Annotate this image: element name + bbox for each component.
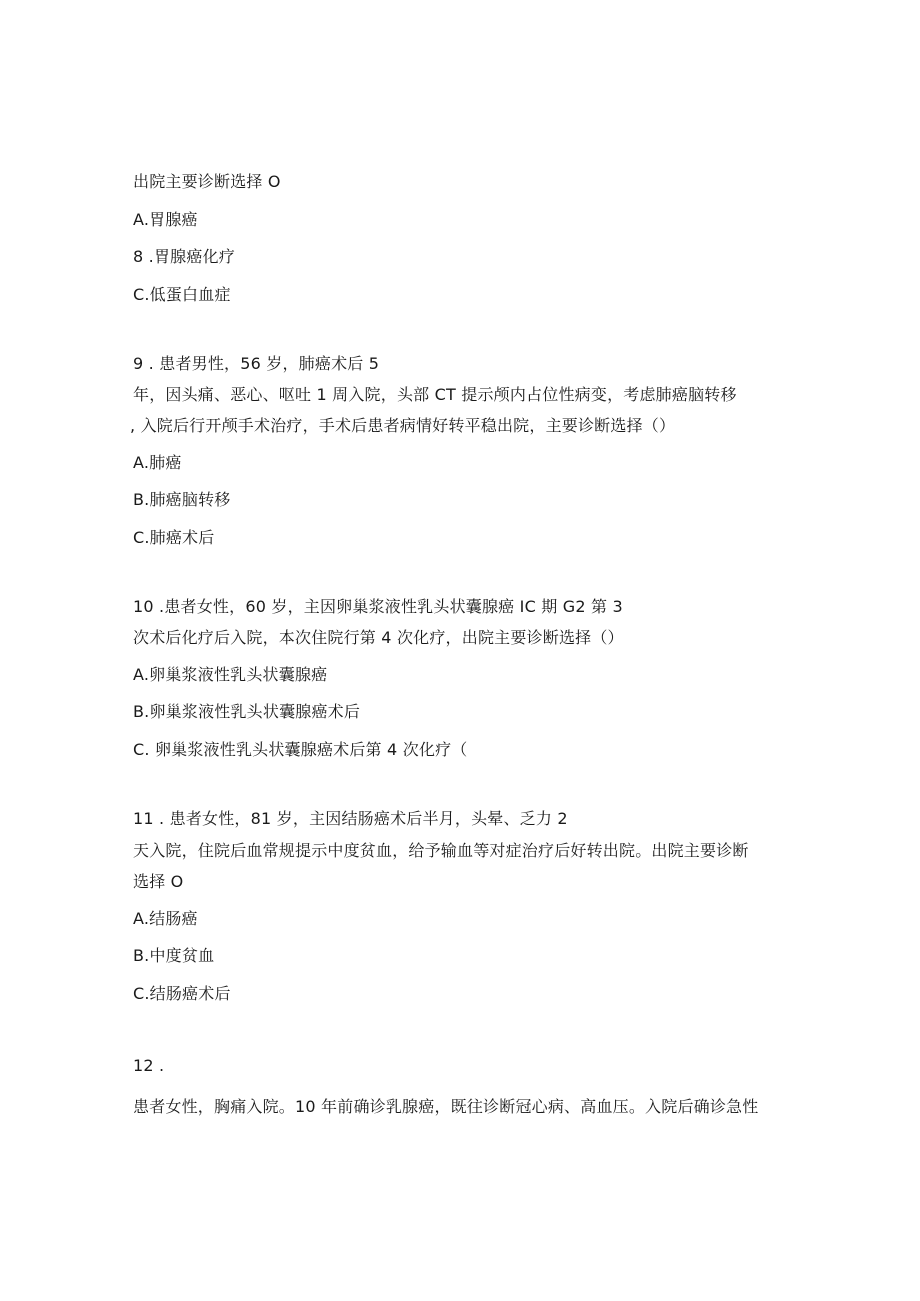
q11-option-b: B.中度贫血	[133, 946, 215, 965]
q10-option-a: A.卵巢浆液性乳头状囊腺癌	[133, 665, 328, 684]
q11-option-a: A.结肠癌	[133, 909, 198, 928]
q11-option-c: C.结肠癌术后	[133, 984, 231, 1003]
q7-option-c: C.低蛋白血症	[133, 285, 231, 304]
q7-stem-tail: 出院主要诊断选择 O	[133, 172, 281, 191]
q9-stem-line-2: 年，因头痛、恶心、呕吐 1 周入院，头部 CT 提示颅内占位性病变，考虑肺癌脑转移	[133, 385, 737, 404]
q9-stem-line-1: 9 . 患者男性，56 岁，肺癌术后 5	[133, 354, 380, 373]
q7-option-b: 8 .胃腺癌化疗	[133, 247, 235, 266]
q9-option-a: A.肺癌	[133, 453, 182, 472]
q10-stem-line-2: 次术后化疗后入院，本次住院行第 4 次化疗，出院主要诊断选择（）	[133, 628, 624, 647]
q10-stem-line-1: 10 .患者女性，60 岁，主因卵巢浆液性乳头状囊腺癌 IC 期 G2 第 3	[133, 597, 623, 616]
q7-option-a: A.胃腺癌	[133, 210, 198, 229]
q10-option-b: B.卵巢浆液性乳头状囊腺癌术后	[133, 702, 361, 721]
q11-stem-line-3: 选择 O	[133, 872, 184, 891]
q9-option-b: B.肺癌脑转移	[133, 490, 231, 509]
q11-stem-line-2: 天入院，住院后血常规提示中度贫血，给予输血等对症治疗后好转出院。出院主要诊断	[133, 841, 749, 860]
q11-stem-line-1: 11 . 患者女性，81 岁，主因结肠癌术后半月，头晕、乏力 2	[133, 809, 568, 828]
q9-stem-line-3: , 入院后行开颅手术治疗，手术后患者病情好转平稳出院，主要诊断选择（）	[130, 416, 676, 435]
q12-stem-line-1: 患者女性，胸痛入院。10 年前确诊乳腺癌，既往诊断冠心病、高血压。入院后确诊急性	[133, 1097, 759, 1116]
q9-option-c: C.肺癌术后	[133, 528, 215, 547]
q12-number: 12 .	[133, 1056, 165, 1075]
q10-option-c: C. 卵巢浆液性乳头状囊腺癌术后第 4 次化疗（	[133, 740, 468, 759]
